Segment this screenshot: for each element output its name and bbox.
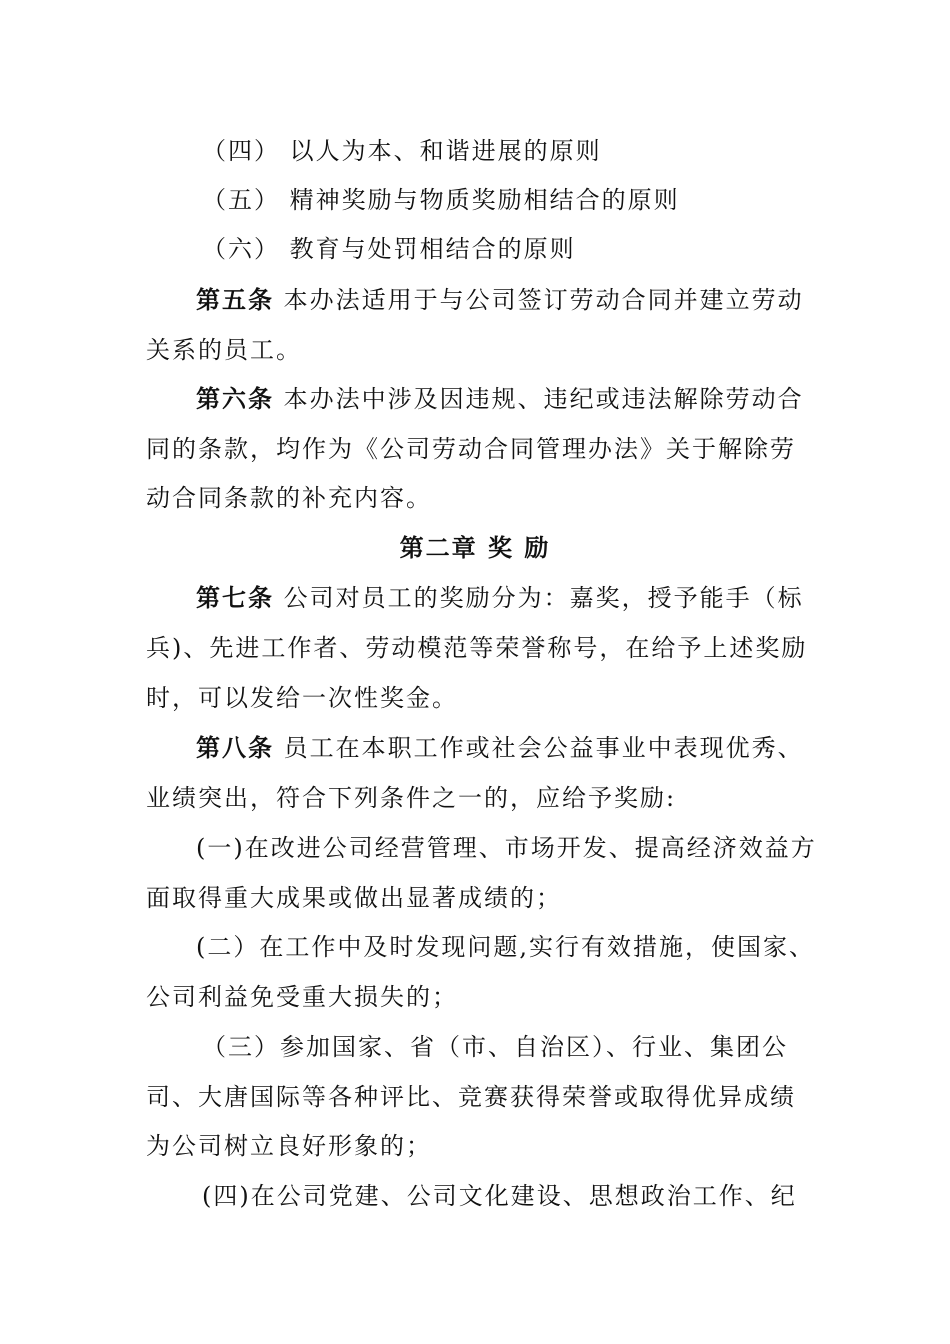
article-8-text-1: 员工在本职工作或社会公益事业中表现优秀、 bbox=[283, 734, 804, 762]
article-6-first-line bbox=[196, 384, 804, 414]
article-7-text-1: 公司对员工的奖励分为：嘉奖，授予能手（标 bbox=[283, 584, 804, 612]
chapter-2-title: 第二章 奖 励 bbox=[399, 533, 551, 562]
article-8-item-3-line-1: （三）参加国家、省（市、自治区）、行业、集团公 bbox=[202, 1033, 788, 1061]
article-5-text-1: 本办法适用于与公司签订劳动合同并建立劳动 bbox=[283, 286, 804, 314]
article-7-label: 第七条 bbox=[196, 583, 274, 612]
article-6-text-1: 本办法中涉及因违规、违纪或违法解除劳动合 bbox=[283, 385, 804, 413]
article-8-item-3-line-3: 为公司树立良好形象的； bbox=[146, 1132, 432, 1160]
article-7-text-2: 兵)、先进工作者、劳动模范等荣誉称号，在给予上述奖励 bbox=[146, 634, 808, 662]
article-5-label: 第五条 bbox=[196, 285, 274, 314]
article-5-text-2: 关系的员工。 bbox=[146, 336, 302, 364]
principle-6: （六） 教育与处罚相结合的原则 bbox=[202, 235, 576, 263]
principle-4: （四） 以人为本、和谐进展的原则 bbox=[202, 137, 602, 165]
article-8-label: 第八条 bbox=[196, 733, 274, 762]
article-6-label: 第六条 bbox=[196, 384, 274, 413]
article-7-text-3: 时，可以发给一次性奖金。 bbox=[146, 684, 458, 712]
article-8-first-line bbox=[196, 733, 804, 763]
principle-5: （五） 精神奖励与物质奖励相结合的原则 bbox=[202, 186, 680, 214]
article-8-item-1-line-1: (一)在改进公司经营管理、市场开发、提高经济效益方 bbox=[196, 834, 817, 862]
article-8-item-3-line-2: 司、大唐国际等各种评比、竞赛获得荣誉或取得优异成绩 bbox=[146, 1083, 796, 1111]
article-6-text-3: 动合同条款的补充内容。 bbox=[146, 484, 432, 512]
article-8-item-4-line-1: (四)在公司党建、公司文化建设、思想政治工作、纪 bbox=[202, 1182, 797, 1210]
article-8-item-1-line-2: 面取得重大成果或做出显著成绩的； bbox=[146, 884, 562, 912]
article-8-text-2: 业绩突出，符合下列条件之一的，应给予奖励: bbox=[146, 784, 677, 812]
article-8-item-2-line-1: (二）在工作中及时发现问题,实行有效措施，使国家、 bbox=[196, 933, 815, 961]
article-5-first-line bbox=[196, 285, 804, 315]
article-7-first-line bbox=[196, 583, 804, 613]
article-8-item-2-line-2: 公司利益免受重大损失的； bbox=[146, 983, 458, 1011]
article-6-text-2: 同的条款，均作为《公司劳动合同管理办法》关于解除劳 bbox=[146, 435, 796, 463]
